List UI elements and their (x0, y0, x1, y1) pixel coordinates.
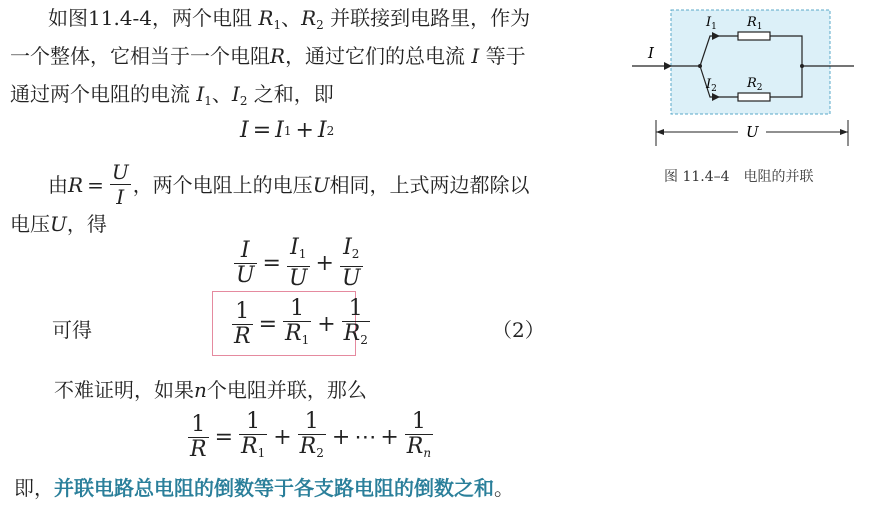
label-I1: $I_1$ (706, 15, 717, 32)
para1-line2: 一个整体，它相当于一个电阻R，通过它们的总电流 I 等于 (10, 44, 526, 68)
equation-divided-by-U: $\frac{I}{U}$ = $\frac{I_1}{U}$ + $\frac{I_2}{U}$ (236, 235, 361, 291)
equation-number: （2） (492, 318, 545, 342)
resistor-R2 (738, 93, 770, 101)
equation-parallel-two: $\frac{1}{R}$ = $\frac{1}{R_1}$ + $\frac{1}{R_2}$ (234, 296, 368, 349)
var-R2: $R_2$ (301, 6, 324, 32)
label-R2: $R_2$ (747, 76, 763, 93)
para2-line2: 电压U，得 (10, 212, 107, 236)
var-R1: $R_1$ (258, 6, 282, 32)
var-I1: $I_1$ (196, 82, 212, 108)
label-U: U (746, 123, 759, 141)
para1-line3: 通过两个电阻的电流 $I_1$、$I_2$ 之和，即 (10, 82, 334, 108)
equation-parallel-n: $\frac{1}{R}$ = $\frac{1}{R_1}$ + $\frac{1}{R_2}$ + ⋯ + $\frac{1}{R_n}$ (190, 409, 432, 462)
parallel-circuit-diagram (630, 0, 873, 160)
figure-caption: 图 11.4–4 电阻的并联 (664, 169, 814, 185)
para1-line1: 如图11.4-4，两个电阻 $R_1$、$R_2$ 并联接到电路里，作为 (48, 6, 531, 32)
var-I2: $I_2$ (231, 82, 248, 108)
label-I: I (648, 44, 654, 62)
label-ke-de: 可得 (52, 318, 92, 342)
label-R1: $R_1$ (747, 15, 763, 32)
var-R: R (270, 44, 286, 68)
u-arrow-right (840, 129, 848, 135)
para3: 不难证明，如果n个电阻并联，那么 (54, 378, 367, 402)
highlight-conclusion: 并联电路总电阻的倒数等于各支路电阻的倒数之和 (54, 476, 494, 500)
u-arrow-left (656, 129, 664, 135)
label-I2: $I_2$ (706, 77, 717, 94)
conclusion: 即，并联电路总电阻的倒数等于各支路电阻的倒数之和。 (14, 476, 514, 500)
fraction-U-over-I: $\frac{U}{I}$ (111, 160, 129, 209)
var-I: I (471, 44, 480, 68)
equation-current-sum: I = I 1 + I 2 (240, 118, 335, 143)
resistor-R1 (738, 32, 770, 40)
para2-line1: 由 R = $\frac{U}{I}$ ，两个电阻上的电压 U 相同，上式两边都除以 (48, 160, 530, 209)
